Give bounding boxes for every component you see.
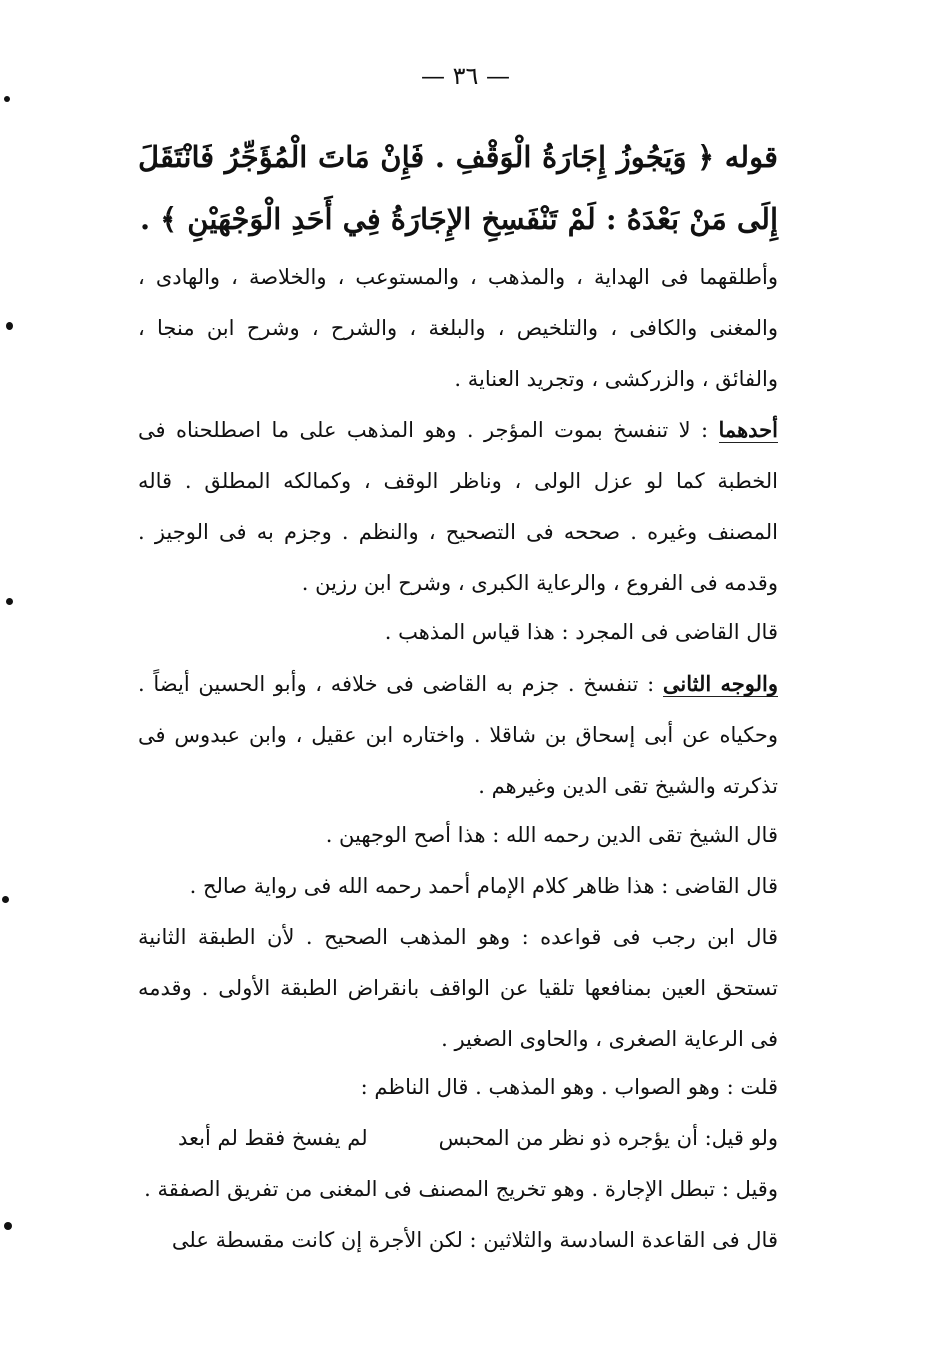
scan-edge-mark bbox=[4, 1222, 12, 1230]
paragraph-8: قلت : وهو الصواب . وهو المذهب . قال الناظم : bbox=[360, 1075, 778, 1099]
paragraph-4-label: والوجه الثانى bbox=[662, 671, 778, 696]
poem-verse bbox=[178, 1113, 778, 1164]
paragraph-2-text: : لا تنفسخ بموت المؤجر . وهو المذهب على ما اصطلحناه فى الخطبة كما لو عزل الولى ، وناظر الوقف ، وكمالكه المطلق . قاله المصنف وغيره . صححه فى التصحيح ، والنظم . وجزم به فى الوجيز . وقدمه فى الفروع ، والرعاية الكبرى ، وشرح ابن رزين . bbox=[138, 418, 778, 595]
paragraph-5: قال الشيخ تقى الدين رحمه الله : هذا أصح الوجهين . bbox=[325, 823, 778, 847]
paragraph-3: قال القاضى فى المجرد : هذا قياس المذهب . bbox=[384, 620, 778, 644]
paragraph-7: قال ابن رجب فى قواعده : وهو المذهب الصحيح . لأن الطبقة الثانية تستحق العين بمنافعها تلقيا عن الواقف بانقراض الطبقة الأولى . وقدمه فى الرعاية الصغرى ، والحاوى الصغير . bbox=[138, 925, 778, 1051]
verse-second-hemistich: لم يفسخ فقط لم أبعد bbox=[178, 1126, 368, 1150]
paragraph-4 bbox=[138, 658, 818, 812]
paragraph-1: وأطلقهما فى الهداية ، والمذهب ، والمستوعب ، والخلاصة ، والهادى ، والمغنى والكافى ، والتلخيص ، والبلغة ، والشرح ، وشرح ابن منجا ، والفائق ، والزركشى ، وتجريد العناية . bbox=[138, 265, 778, 391]
paragraph-10: وقيل : تبطل الإجارة . وهو تخريج المصنف فى المغنى من تفريق الصفقة . bbox=[144, 1177, 778, 1201]
paragraph-2 bbox=[138, 404, 818, 609]
scan-edge-mark bbox=[6, 598, 13, 605]
scan-edge-mark bbox=[2, 896, 9, 903]
scan-edge-mark bbox=[4, 96, 10, 102]
paragraph-11: قال فى القاعدة السادسة والثلاثين : لكن الأجرة إن كانت مقسطة على bbox=[171, 1228, 778, 1252]
paragraph-6: قال القاضى : هذا ظاهر كلام الإمام أحمد رحمه الله فى رواية صالح . bbox=[189, 874, 778, 898]
verse-first-hemistich: ولو قيل: أن يؤجره ذو نظر من المحبس bbox=[438, 1126, 778, 1150]
paragraph-2-label: أحدهما bbox=[718, 417, 778, 442]
scan-edge-mark bbox=[6, 322, 13, 330]
page-number: — ٣٦ — bbox=[420, 62, 511, 90]
quoted-matn: قوله ﴿ وَيَجُوزُ إِجَارَةُ الْوَقْفِ . فَإِنْ مَاتَ الْمُؤَجِّرُ فَانْتَقَلَ إِلَى مَنْ بَعْدَهُ : لَمْ تَنْفَسِخِ الإِجَارَةُ فِي أَحَدِ الْوَجْهَيْنِ ﴾ . bbox=[138, 140, 778, 236]
paragraph-4-text: : تنفسخ . جزم به القاضى فى خلافه ، وأبو الحسين أيضاً . وحكياه عن أبى إسحاق بن شاقلا . واختاره ابن عقيل ، وابن عبدوس فى تذكرته والشيخ تقى الدين وغيرهم . bbox=[138, 672, 778, 798]
